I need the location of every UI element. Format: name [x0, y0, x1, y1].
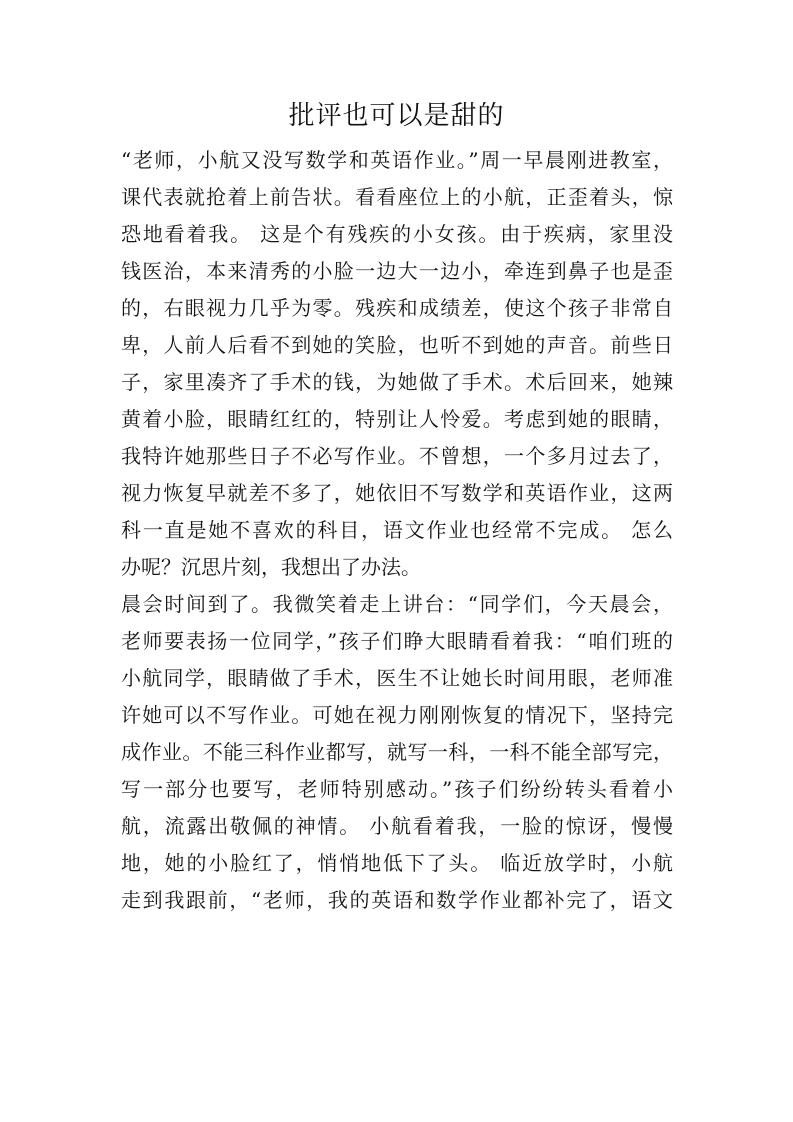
body-line: 写一部分也要写，老师特别感动。”孩子们纷纷转头看着小	[121, 777, 673, 801]
body-line: 走到我跟前，“老师，我的英语和数学作业都补完了，语文	[121, 888, 673, 912]
body-line: 恐地看着我。 这是个有残疾的小女孩。由于疾病，家里没	[121, 222, 673, 246]
body-line: 小航同学，眼睛做了手术，医生不让她长时间用眼，老师准	[121, 666, 673, 690]
body-line: 地，她的小脸红了，悄悄地低下了头。 临近放学时，小航	[121, 851, 673, 875]
document-body	[121, 142, 673, 919]
body-line: 我特许她那些日子不必写作业。不曾想，一个多月过去了，	[121, 444, 673, 468]
body-line: 黄着小脸，眼睛红红的，特别让人怜爱。考虑到她的眼睛，	[121, 407, 673, 431]
body-line: 课代表就抢着上前告状。看看座位上的小航，正歪着头，惊	[121, 185, 673, 209]
body-line: 航，流露出敬佩的神情。 小航看着我，一脸的惊讶，慢慢	[121, 814, 673, 838]
body-line: 晨会时间到了。我微笑着走上讲台：“同学们，今天晨会，	[121, 592, 673, 616]
body-line: “老师，小航又没写数学和英语作业。”周一早晨刚进教室，	[121, 148, 673, 172]
body-line: 办呢？沉思片刻，我想出了办法。	[121, 555, 421, 579]
body-line: 钱医治，本来清秀的小脸一边大一边小，牵连到鼻子也是歪	[121, 259, 673, 283]
body-line: 子，家里凑齐了手术的钱，为她做了手术。术后回来，她辣	[121, 370, 673, 394]
body-line: 视力恢复早就差不多了，她依旧不写数学和英语作业，这两	[121, 481, 673, 505]
document-title: 批评也可以是甜的	[288, 101, 505, 131]
body-line: 老师要表扬一位同学，”孩子们睁大眼睛看着我：“咱们班的	[121, 629, 673, 653]
body-line: 许她可以不写作业。可她在视力刚刚恢复的情况下，坚持完	[121, 703, 673, 727]
body-line: 成作业。不能三科作业都写，就写一科，一科不能全部写完，	[121, 740, 673, 764]
body-line: 卑，人前人后看不到她的笑脸，也听不到她的声音。前些日	[121, 333, 673, 357]
body-line: 科一直是她不喜欢的科目，语文作业也经常不完成。 怎么	[121, 518, 673, 542]
body-line: 的，右眼视力几乎为零。残疾和成绩差，使这个孩子非常自	[121, 296, 673, 320]
